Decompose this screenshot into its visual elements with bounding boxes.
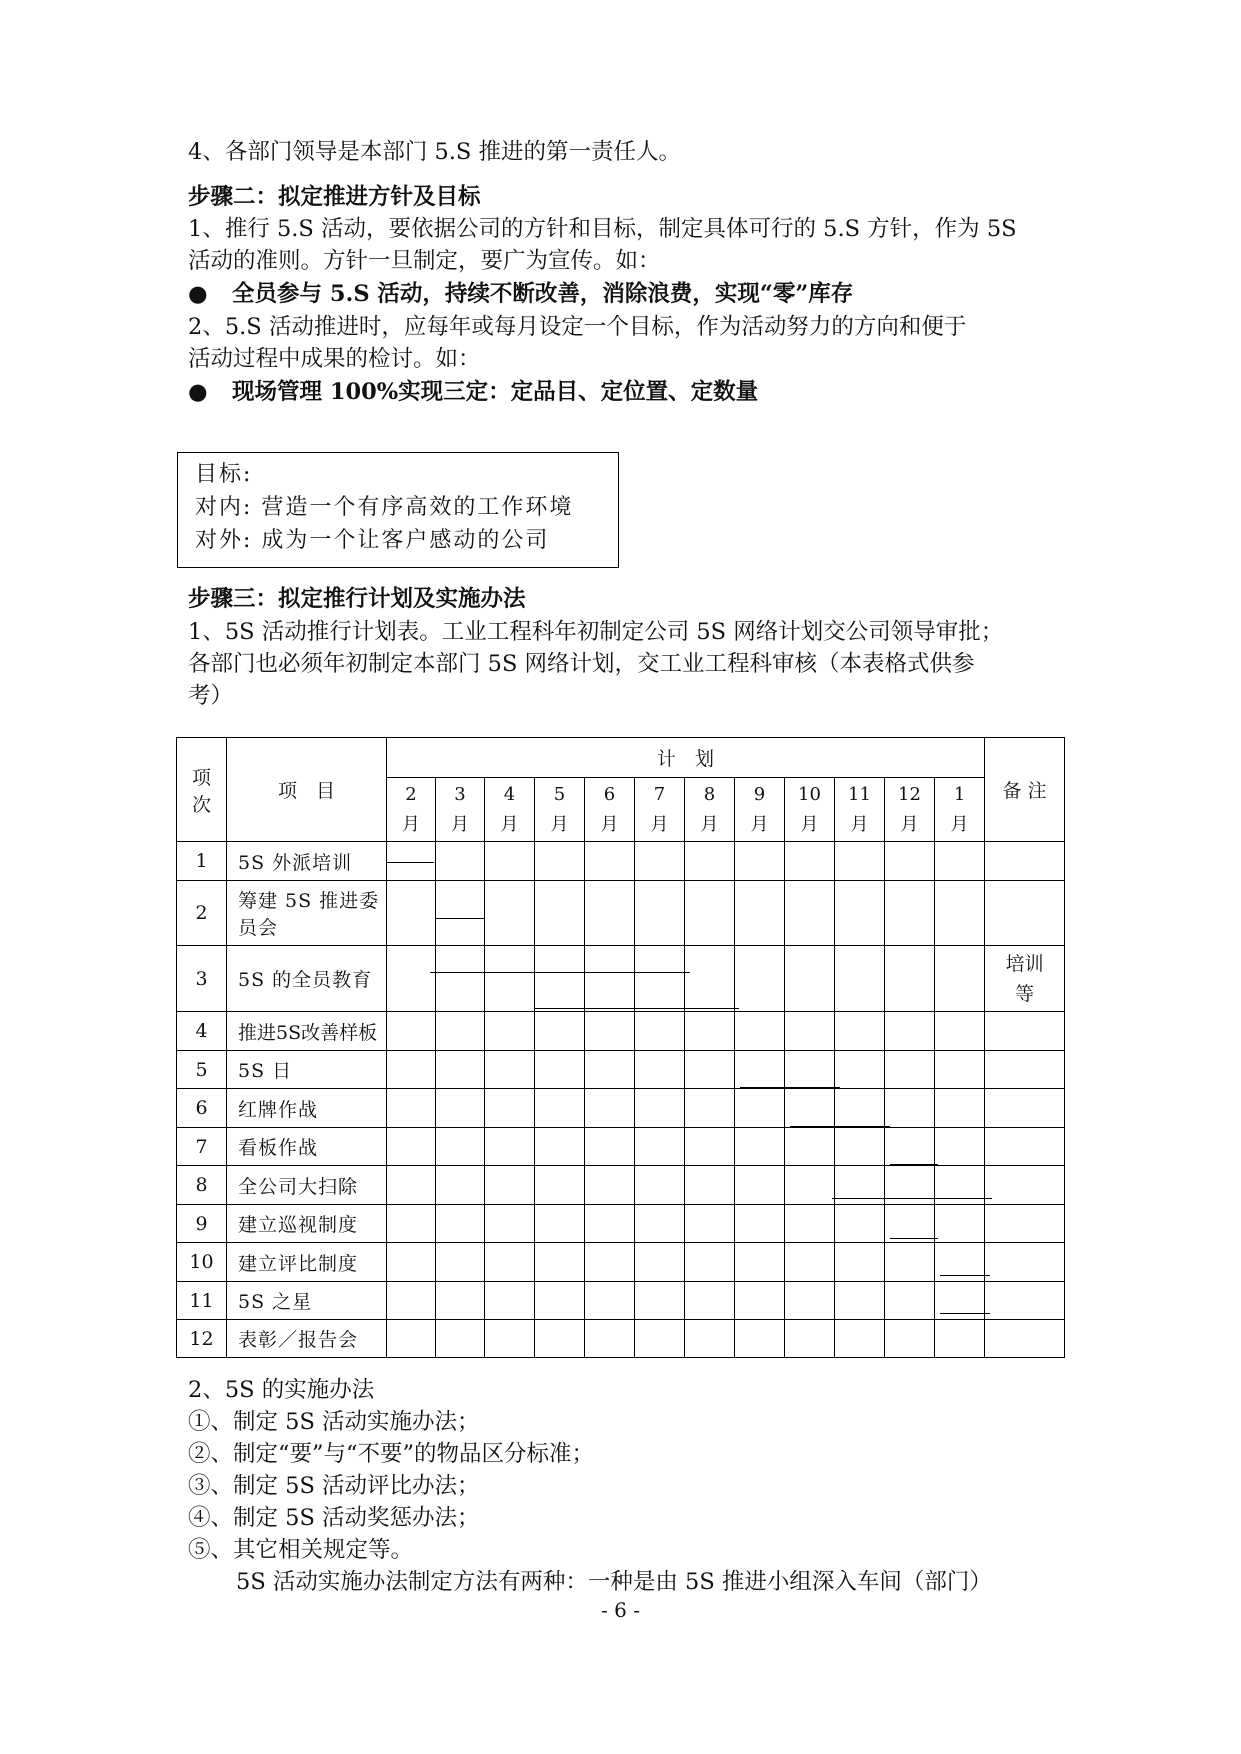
goal-inner: 对内: 营造一个有序高效的工作环境 [195, 495, 574, 520]
schedule-bar [435, 918, 485, 919]
month-cell: 9 月 [735, 778, 785, 842]
row-item: 建立评比制度 [227, 1243, 387, 1282]
method-item: ④、制定 5S 活动奖惩办法； [188, 1505, 480, 1531]
row-note [985, 1282, 1065, 1320]
header-no-bottom: 次 [191, 793, 211, 816]
row-no: 12 [177, 1320, 227, 1358]
month-cell: 10 月 [785, 778, 835, 842]
row-no: 11 [177, 1282, 227, 1320]
row-no: 5 [177, 1051, 227, 1089]
method-item: ⑤、其它相关规定等。 [188, 1537, 414, 1563]
month-cell: 6 月 [585, 778, 635, 842]
table-row [177, 1282, 1065, 1320]
month-cell: 3 月 [436, 778, 485, 842]
table-row [177, 1320, 1065, 1358]
month-cell: 11 月 [835, 778, 885, 842]
step2-paragraph2-line1: 2、5.S 活动推进时，应每年或每月设定一个目标，作为活动努力的方向和便于 [188, 314, 967, 340]
month-cell: 7 月 [635, 778, 685, 842]
table-row [177, 946, 1065, 1012]
table-row [177, 842, 1065, 881]
row-item: 筹建 5S 推进委 员会 [227, 881, 387, 946]
bullet1-text: 全员参与 5.S 活动，持续不断改善，消除浪费，实现“零”库存 [232, 281, 854, 307]
row-no: 8 [177, 1166, 227, 1205]
row-item: 建立巡视制度 [227, 1205, 387, 1243]
schedule-bar [890, 1238, 938, 1239]
goal-outer: 对外: 成为一个让客户感动的公司 [195, 528, 550, 553]
bullet2-text: 现场管理 100%实现三定：定品目、定位置、定数量 [232, 379, 759, 405]
row-no: 7 [177, 1128, 227, 1166]
row-item: 看板作战 [227, 1128, 387, 1166]
schedule-bar [940, 1275, 990, 1276]
schedule-bar [940, 1313, 990, 1314]
header-item: 项 目 [227, 738, 387, 842]
month-cell: 4 月 [485, 778, 535, 842]
step2-paragraph2-line2: 活动过程中成果的检讨。如： [188, 346, 481, 372]
page-number: - 6 - [601, 1598, 640, 1622]
row-note [985, 1205, 1065, 1243]
step3-heading: 步骤三：拟定推行计划及实施办法 [188, 586, 526, 612]
header-no [177, 738, 227, 842]
step2-heading: 步骤二：拟定推进方针及目标 [188, 184, 481, 210]
intro-line: 4、各部门领导是本部门 5.S 推进的第一责任人。 [188, 139, 682, 165]
row-item: 表彰／报告会 [227, 1320, 387, 1358]
goal-box [177, 452, 619, 568]
row-no: 9 [177, 1205, 227, 1243]
row-note [985, 1128, 1065, 1166]
schedule-bar [832, 1198, 992, 1199]
step2-bullet1 [188, 278, 853, 310]
bullet-icon: ● [188, 379, 208, 405]
row-item: 5S 外派培训 [227, 842, 387, 881]
row-item: 全公司大扫除 [227, 1166, 387, 1205]
row-no: 4 [177, 1012, 227, 1051]
table-row [177, 1128, 1065, 1166]
month-cell: 8 月 [685, 778, 735, 842]
row-note [985, 1166, 1065, 1205]
row-item: 5S 的全员教育 [227, 946, 387, 1012]
month-cell: 2 月 [387, 778, 436, 842]
row-note: 培训 等 [985, 946, 1065, 1012]
row-item: 推进5S改善样板 [227, 1012, 387, 1051]
header-note: 备 注 [985, 738, 1065, 842]
row-no: 1 [177, 842, 227, 881]
table-row [177, 1051, 1065, 1089]
row-item: 红牌作战 [227, 1089, 387, 1128]
row-note [985, 842, 1065, 881]
schedule-bar [386, 862, 434, 863]
methods-closing: 5S 活动实施办法制定方法有两种：一种是由 5S 推进小组深入车间（部门） [236, 1569, 992, 1595]
methods-heading: 2、5S 的实施办法 [188, 1377, 375, 1403]
table-header-row [177, 738, 1065, 778]
row-no: 6 [177, 1089, 227, 1128]
schedule-bar [535, 1008, 739, 1009]
schedule-bar [740, 1087, 840, 1088]
step3-paragraph1-line1: 1、5S 活动推行计划表。工业工程科年初制定公司 5S 网络计划交公司领导审批； [188, 619, 1004, 645]
month-cell: 1 月 [935, 778, 985, 842]
method-item: ③、制定 5S 活动评比办法； [188, 1473, 480, 1499]
month-cell: 12 月 [885, 778, 935, 842]
step2-bullet2 [188, 376, 758, 408]
row-note [985, 881, 1065, 946]
row-no: 3 [177, 946, 227, 1012]
row-note [985, 1089, 1065, 1128]
step3-paragraph1-line3: 考） [188, 683, 234, 709]
row-note [985, 1012, 1065, 1051]
table-row [177, 1243, 1065, 1282]
table-row [177, 1205, 1065, 1243]
method-item: ①、制定 5S 活动实施办法； [188, 1409, 480, 1435]
row-item: 5S 日 [227, 1051, 387, 1089]
goal-title: 目标: [195, 462, 253, 487]
row-note [985, 1243, 1065, 1282]
row-no: 10 [177, 1243, 227, 1282]
header-no-top: 项 [191, 766, 211, 789]
table-row [177, 1089, 1065, 1128]
row-no: 2 [177, 881, 227, 946]
header-plan: 计 划 [387, 738, 985, 778]
row-note [985, 1320, 1065, 1358]
row-item: 5S 之星 [227, 1282, 387, 1320]
schedule-bar [790, 1126, 890, 1127]
step2-paragraph1-line1: 1、推行 5.S 活动，要依据公司的方针和目标，制定具体可行的 5.S 方针，作为 5S [188, 216, 1017, 242]
month-cell: 5 月 [535, 778, 585, 842]
bullet-icon: ● [188, 281, 208, 307]
step3-paragraph1-line2: 各部门也必须年初制定本部门 5S 网络计划，交工业工程科审核（本表格式供参 [188, 651, 975, 677]
step2-paragraph1-line2: 活动的准则。方针一旦制定，要广为宣传。如： [188, 248, 661, 274]
table-row [177, 881, 1065, 946]
schedule-bar [890, 1164, 938, 1165]
row-note [985, 1051, 1065, 1089]
table-row [177, 1012, 1065, 1051]
method-item: ②、制定“要”与“不要”的物品区分标准； [188, 1441, 595, 1467]
schedule-bar [430, 972, 690, 973]
plan-table [176, 737, 1065, 1358]
